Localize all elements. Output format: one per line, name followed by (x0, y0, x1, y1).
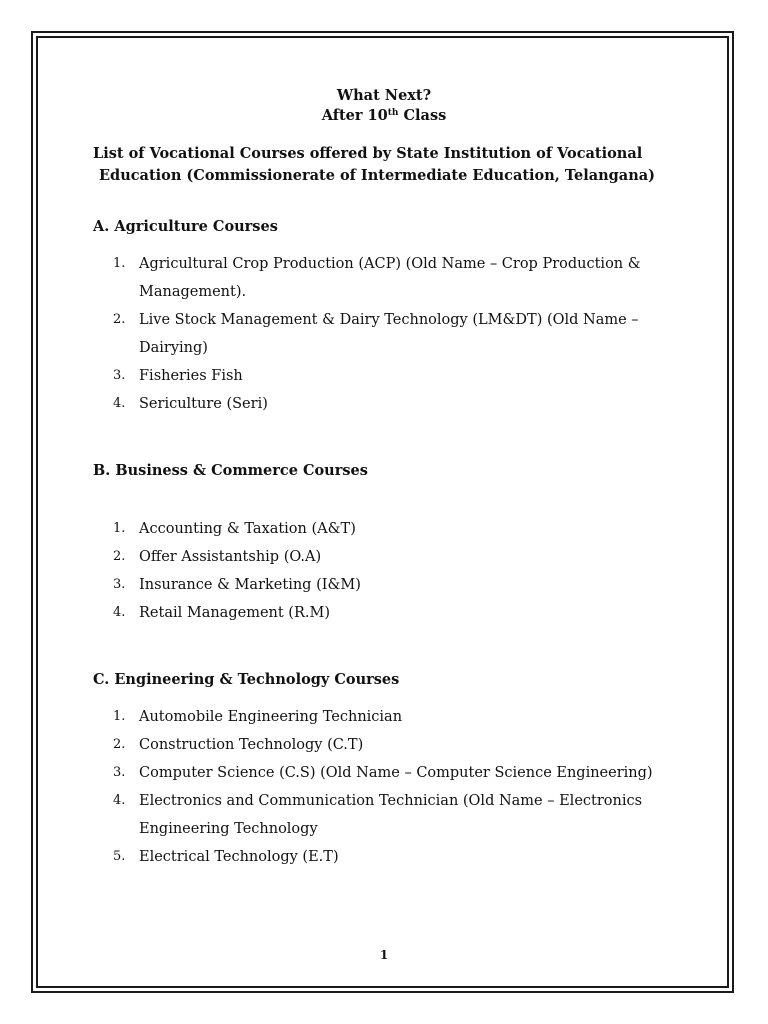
intro-line-1: List of Vocational Courses offered by State Institution of Vocational (93, 145, 643, 162)
list-item-number: 4. (113, 605, 126, 620)
list-item-text: Engineering Technology (139, 821, 318, 837)
list-item (0, 787, 768, 815)
list-item-continuation (0, 278, 768, 306)
section-heading-agriculture: A. Agriculture Courses (93, 218, 278, 235)
list-item (0, 703, 768, 731)
list-item (0, 250, 768, 278)
list-item-text: Agricultural Crop Production (ACP) (Old Name – Crop Production & (139, 256, 641, 272)
list-item-number: 5. (113, 849, 126, 864)
page-number: 1 (379, 948, 389, 962)
list-item-number: 1. (113, 521, 126, 536)
list-item (0, 515, 768, 543)
list-item-text: Sericulture (Seri) (139, 396, 268, 412)
list-item (0, 843, 768, 871)
section-heading-business: B. Business & Commerce Courses (93, 462, 368, 479)
list-item-number: 4. (113, 793, 126, 808)
list-item-text: Offer Assistantship (O.A) (139, 549, 322, 565)
list-item-number: 4. (113, 396, 126, 411)
list-item-continuation (0, 815, 768, 843)
title-what-next: What Next? (336, 87, 432, 104)
list-item-number: 2. (113, 737, 126, 752)
list-item (0, 390, 768, 418)
list-item (0, 599, 768, 627)
list-item-number: 3. (113, 368, 126, 383)
list-item-text: Dairying) (139, 340, 208, 356)
list-item-text: Construction Technology (C.T) (139, 737, 364, 753)
list-item-text: Electrical Technology (E.T) (139, 849, 339, 865)
list-item-text: Insurance & Marketing (I&M) (139, 577, 361, 593)
list-item-number: 3. (113, 765, 126, 780)
list-item-text: Management). (139, 284, 247, 300)
intro-paragraph (93, 143, 655, 187)
list-item-number: 2. (113, 312, 126, 327)
list-item-text: Fisheries Fish (139, 368, 243, 384)
list-item-number: 1. (113, 256, 126, 271)
list-item-text: Computer Science (C.S) (Old Name – Computer Science Engineering) (139, 765, 653, 781)
intro-line-2: Education (Commissionerate of Intermediate Education, Telangana) (99, 167, 655, 184)
list-item-continuation (0, 334, 768, 362)
list-item-number: 3. (113, 577, 126, 592)
list-item (0, 306, 768, 334)
list-item (0, 759, 768, 787)
list-item-text: Automobile Engineering Technician (139, 709, 403, 725)
list-item-text: Accounting & Taxation (A&T) (139, 521, 356, 537)
list-item-number: 2. (113, 549, 126, 564)
list-item-text: Live Stock Management & Dairy Technology (LM&DT) (Old Name – (139, 312, 639, 328)
list-item (0, 571, 768, 599)
list-item-text: Retail Management (R.M) (139, 605, 330, 621)
title-superscript: th (387, 108, 399, 118)
list-item-text: Electronics and Communication Technician (Old Name – Electronics (139, 793, 643, 809)
title-after-10th-class (0, 107, 768, 124)
list-item-number: 1. (113, 709, 126, 724)
list-item (0, 362, 768, 390)
title-after-prefix: After 10 (321, 107, 388, 124)
section-heading-engineering: C. Engineering & Technology Courses (93, 671, 400, 688)
title-after-suffix: Class (398, 107, 447, 124)
list-item (0, 731, 768, 759)
list-item (0, 543, 768, 571)
